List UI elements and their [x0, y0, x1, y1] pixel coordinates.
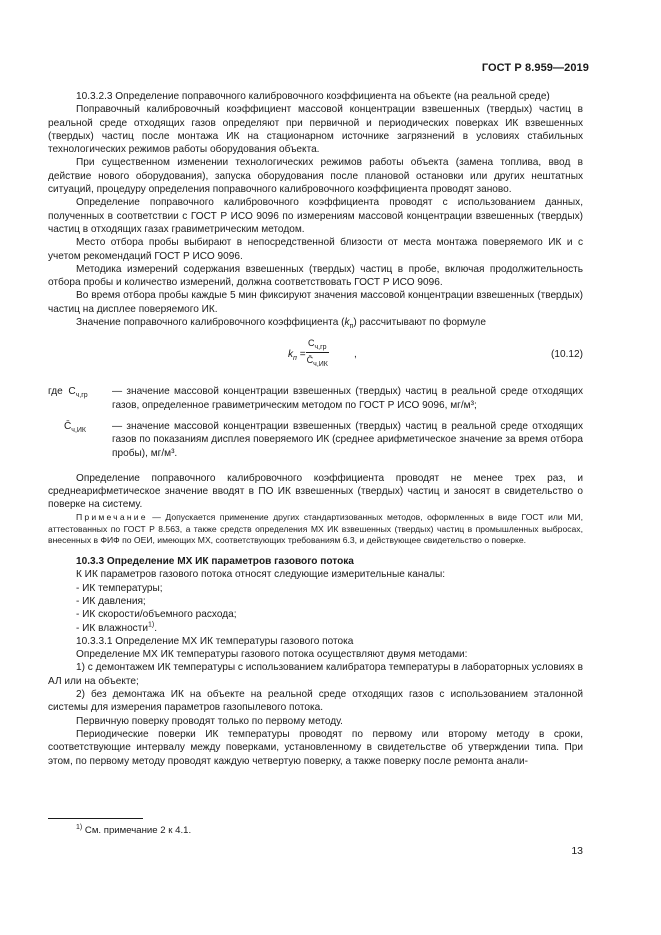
paragraph: Определение МХ ИК температуры газового потока осуществляют двумя методами:: [76, 649, 468, 661]
formula-10-12: $k_п$ = $C_{ч,гр}$ $C̄_{ч,ИК}$ , (10.12): [288, 338, 583, 368]
list-item: - ИК температуры;: [76, 582, 163, 594]
standard-header: ГОСТ Р 8.959—2019: [481, 62, 589, 74]
paragraph: К ИК параметров газового потока относят следующие измерительные каналы:: [76, 569, 446, 581]
paragraph: 2) без демонтажа ИК на объекте на реальной среде отходящих газов с использованием эталонной системы для измерения параметров газопылевого потока.: [48, 689, 583, 714]
paragraph: Во время отбора пробы каждые 5 мин фиксируют значения массовой концентрации взвешенных (твердых) частиц на дисплее поверяемого ИК.: [48, 290, 583, 315]
paragraph: Определение поправочного калибровочного коэффициента проводят не менее трех раз, и среднеарифметическое значение вводят в ПО ИК взвешенных (твердых) частиц и заносят в свидетельство о поверке на систему.: [48, 472, 583, 511]
page-content: [48, 90, 583, 768]
paragraph: Методика измерений содержания взвешенных (твердых) частиц в пробе, включая продолжительность отбора пробы и количество измерений, должна соответствовать ГОСТ Р ИСО 9096.: [48, 263, 583, 289]
paragraph: При существенном изменении технологических режимов работы объекта (замена топлива, ввод в действие нового оборудования), запуска оборудования после плановой остановки или других нештатных ситуаций, процедуру определения поправочного калибровочного коэффициента проводят заново.: [48, 157, 583, 196]
paragraph: Место отбора пробы выбирают в непосредственной близости от места монтажа поверяемого ИК и с учетом рекомендаций ГОСТ Р ИСО 9096.: [48, 237, 583, 262]
section-heading-10-3-3: 10.3.3 Определение МХ ИК параметров газового потока: [76, 556, 354, 568]
list-item: - ИК скорости/объемного расхода;: [76, 609, 237, 621]
note: Примечание — Допускается применение других стандартизованных методов, оформленных в виде ГОСТ или МИ, аттестованных по ГОСТ Р 8.563, а также средств определения МХ ИК взвешенных (твердых) частиц в промышленных выбросах, внесенных в ФИФ по ОЕИ, имеющих МХ, соответствующих требованиям 6.3, и действующее свидетельство о поверке.: [48, 511, 583, 546]
formula-numerator: $C_{ч,гр}$: [308, 338, 327, 352]
list-item: - ИК влажности$^{1)}$.: [76, 621, 158, 634]
paragraph: Первичную поверку проводят только по первому методу.: [76, 715, 343, 727]
page-number: 13: [571, 845, 583, 857]
footnote: $^{1)}$ См. примечание 2 к 4.1.: [76, 823, 192, 836]
formula-number: (10.12): [551, 349, 583, 361]
paragraph: 1) с демонтажем ИК температуры с использованием калибратора температуры в лабораторных условиях в АЛ или на объекте;: [48, 662, 584, 687]
section-heading-10-3-3-1: 10.3.3.1 Определение МХ ИК температуры газового потока: [76, 635, 354, 647]
paragraph: Определение поправочного калибровочного коэффициента проводят с использованием данных, полученных в соответствии с ГОСТ Р ИСО 9096 по измерениям массовой концентрации взвешенных (твердых) частиц в отходящих газах гравиметрическим методом.: [48, 197, 583, 235]
formula-fraction: [306, 337, 329, 367]
footnote-ref: 1): [148, 621, 155, 629]
paragraph: Периодические поверки ИК температуры проводят по первому или второму методу в сроки, соответствующие интервалу между поверками, установленному в свидетельстве об утверждении типа. При этом, по первому методу проводят каждую четвертую поверку, а также поверку после ремонта анали-: [48, 728, 583, 767]
footnote-divider: [48, 818, 143, 819]
list-item: - ИК давления;: [76, 596, 146, 607]
where-item: $C̄_{ч,ИК}$ — значение массовой концентрации взвешенных (твердых) частиц в реальной среде отходящих газов по показаниям дисплея поверяемого ИК (среднее арифметическое значение за время отбора пробы), мг/м³.: [64, 420, 583, 459]
where-item: где $C_{ч,гр}$ — значение массовой концентрации взвешенных (твердых) частиц в реальной среде отходящих газов, определенное гравиметрическим методом по ГОСТ Р ИСО 9096, мг/м³;: [48, 386, 583, 411]
formula-lhs: $k_п$ =: [288, 349, 306, 363]
formula-denominator: $C̄_{ч,ИК}$: [306, 354, 328, 368]
formula-intro: Значение поправочного калибровочного коэффициента $(k_п)$ рассчитывают по формуле: [76, 317, 486, 331]
section-heading-10-3-2-3: 10.3.2.3 Определение поправочного калибровочного коэффициента на объекте (на реальной среде): [76, 91, 550, 102]
paragraph: Поправочный калибровочный коэффициент массовой концентрации взвешенных (твердых) частиц в реальной среде отходящих газов определяют при первичной и периодических поверках ИК взвешенных (твердых) частиц после монтажа ИК на стационарном источнике загрязнений в условиях стабильных технологических режимов работы оборудования объекта.: [48, 104, 583, 156]
